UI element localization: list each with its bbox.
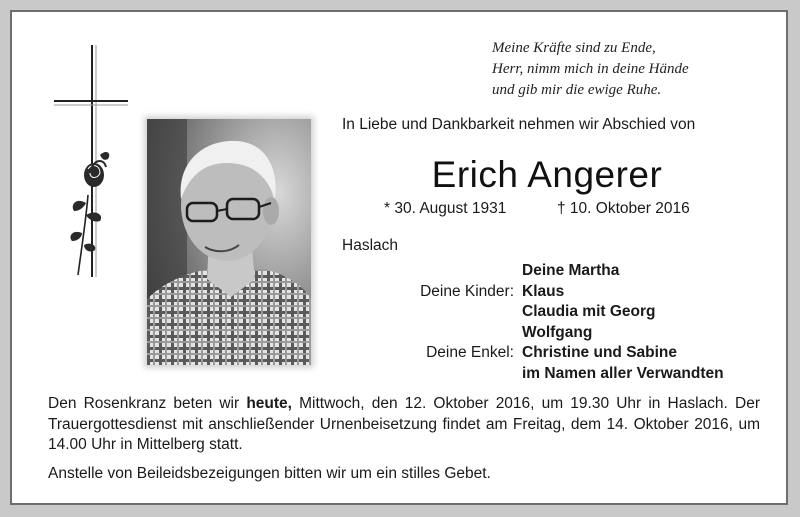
family-row bbox=[342, 261, 772, 282]
poem-line: Meine Kräfte sind zu Ende, bbox=[492, 40, 656, 56]
death-date: † 10. Oktober 2016 bbox=[557, 200, 690, 217]
child-name: Wolfgang bbox=[522, 323, 593, 341]
child-name: Claudia mit Georg bbox=[522, 303, 656, 320]
poem bbox=[492, 38, 689, 101]
poem-line: Herr, nimm mich in deine Hände bbox=[492, 61, 689, 77]
closing-note: Anstelle von Beileidsbezeigungen bitten wir um ein stilles Gebet. bbox=[48, 464, 491, 482]
service-today: heute, bbox=[246, 395, 292, 412]
family-list bbox=[342, 261, 772, 384]
service-paragraph bbox=[48, 394, 760, 456]
deceased-name: Erich Angerer bbox=[431, 154, 663, 195]
poem-line: und gib mir die ewige Ruhe. bbox=[492, 82, 662, 98]
family-row bbox=[342, 364, 772, 385]
family-row bbox=[342, 302, 772, 323]
family-row bbox=[342, 323, 772, 344]
service-text: Mittwoch, den 12. Oktober 2016, um 19.30 Uhr in Haslach. Der Trauergottesdienst mit anschließender Urnenbeisetzung findet am Freitag, dem 14. Oktober 2016, um 14.00 Uhr in Mittelberg statt. bbox=[48, 395, 760, 453]
family-row bbox=[342, 282, 772, 303]
place: Haslach bbox=[342, 237, 398, 254]
spouse-name: Deine Martha bbox=[522, 262, 620, 279]
relatives-note: im Namen aller Verwandten bbox=[522, 364, 724, 382]
family-label bbox=[342, 261, 522, 282]
children-label: Deine Kinder: bbox=[420, 282, 514, 300]
grandchild-name: Christine und Sabine bbox=[522, 344, 678, 361]
service-info bbox=[48, 394, 760, 484]
intro-text: In Liebe und Dankbarkeit nehmen wir Abschied von bbox=[342, 116, 696, 133]
grandchildren-label: Deine Enkel: bbox=[426, 344, 514, 361]
portrait-photo bbox=[147, 119, 311, 365]
cross-with-rose-icon bbox=[48, 45, 132, 295]
family-row bbox=[342, 343, 772, 364]
service-text: Den Rosenkranz beten wir bbox=[48, 395, 247, 412]
birth-date: * 30. August 1931 bbox=[384, 200, 507, 217]
obituary-card bbox=[10, 10, 788, 505]
child-name: Klaus bbox=[522, 282, 565, 300]
